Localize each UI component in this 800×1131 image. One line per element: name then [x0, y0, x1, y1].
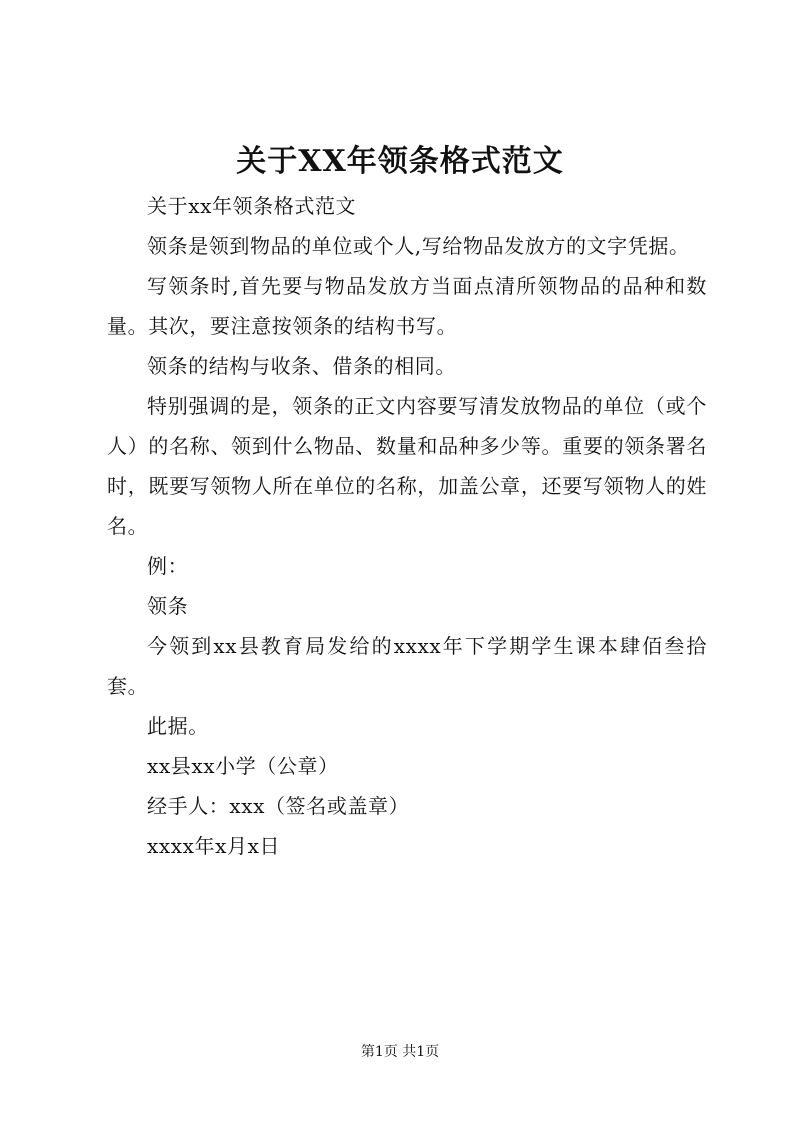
- paragraph-example-label: 例：: [147, 554, 189, 578]
- paragraph-example-handler: 经手人：xxx（签名或盖章）: [147, 794, 410, 818]
- paragraph-emphasis: 特别强调的是，领条的正文内容要写清发放物品的单位（或个人）的名称、领到什么物品、数量和品种多少等。重要的领条署名时，既要写领物人所在单位的名称，加盖公章，还要写领物人的姓名。: [107, 394, 707, 538]
- paragraph-writing-guide: 写领条时,首先要与物品发放方当面点清所领物品的品种和数量。其次，要注意按领条的结构书写。: [107, 274, 707, 338]
- paragraph-example-body: 今领到xx县教育局发给的xxxx年下学期学生课本肆佰叁拾套。: [107, 634, 707, 698]
- paragraph-example-title: 领条: [147, 594, 189, 618]
- paragraph-example-closing: 此据。: [147, 714, 209, 738]
- paragraph-heading-repeat: 关于xx年领条格式范文: [147, 194, 357, 218]
- paragraph-definition: 领条是领到物品的单位或个人,写给物品发放方的文字凭据。: [147, 234, 690, 258]
- document-body: [107, 186, 707, 866]
- paragraph-structure: 领条的结构与收条、借条的相同。: [147, 354, 456, 378]
- paragraph-example-organization: xx县xx小学（公章）: [147, 754, 339, 778]
- paragraph-example-date: xxxx年x月x日: [147, 834, 281, 858]
- document-title: 关于XX年领条格式范文: [236, 144, 564, 179]
- page-number-footer: 第1页 共1页: [360, 1044, 440, 1060]
